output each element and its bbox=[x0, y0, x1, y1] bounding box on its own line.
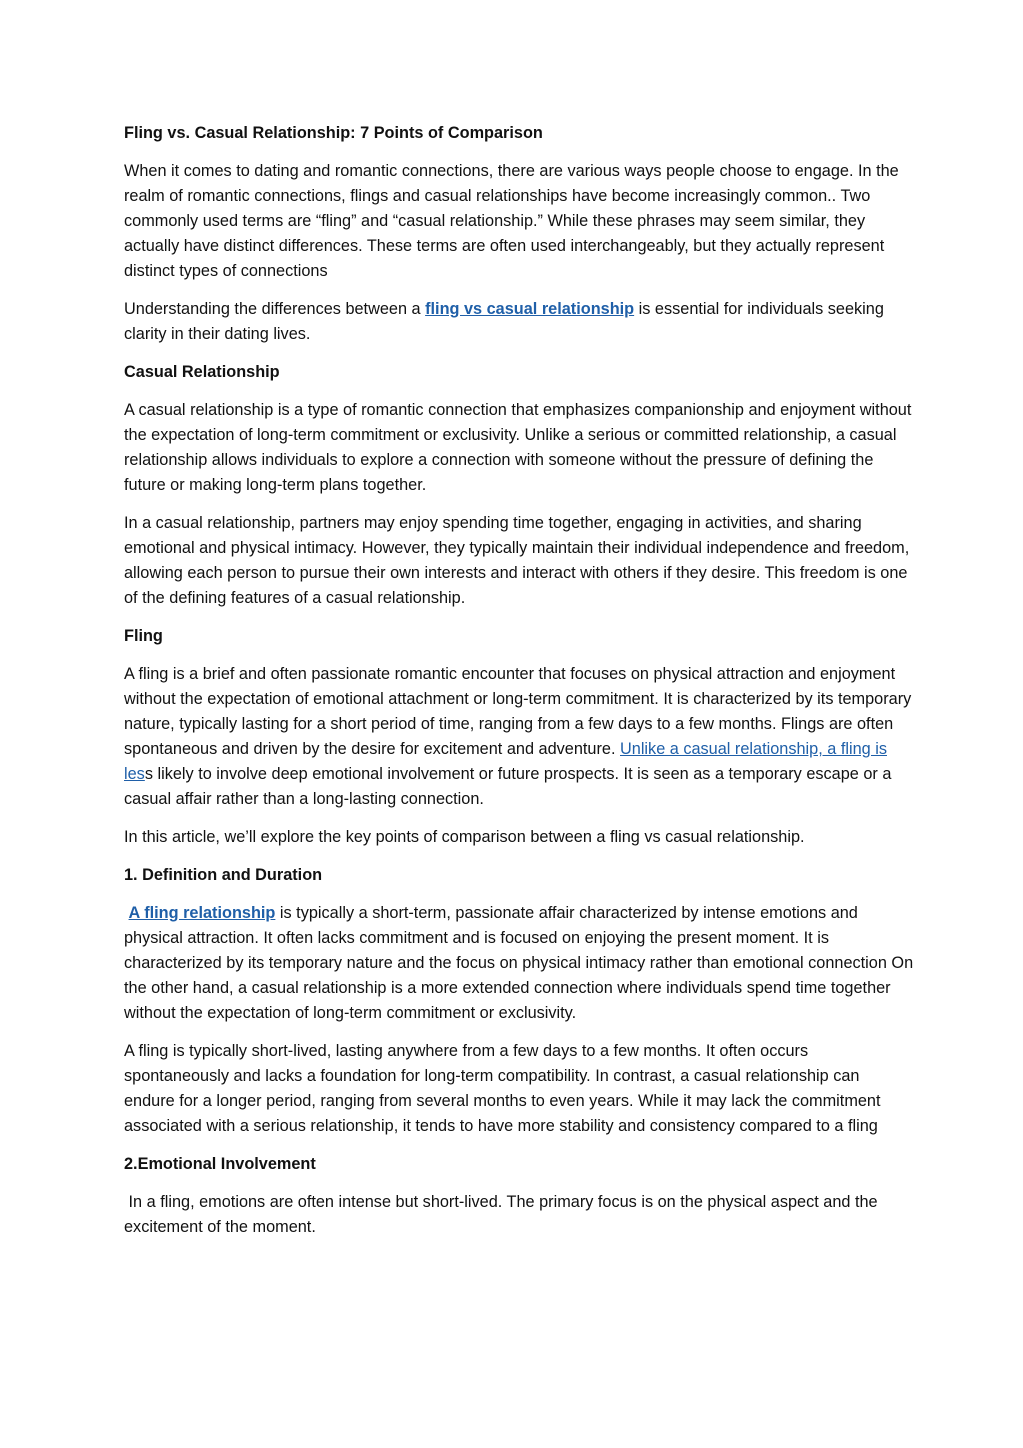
document-page bbox=[124, 121, 914, 1253]
fling-heading: Fling bbox=[124, 627, 163, 645]
fling-vs-casual-link[interactable]: fling vs casual relationship bbox=[425, 300, 635, 318]
fling-text-before: A fling is a brief and often passionate romantic encounter that focuses on physical attraction and enjoyment without the expectation of emotional attachment or long-term commitment. It is characterized by its temporary nature, typically lasting for a short period of time, ranging from a few days to a few months. Flings are often spontaneous and driven by the desire for excitement and adventure. bbox=[124, 665, 912, 758]
section-1-heading: 1. Definition and Duration bbox=[124, 866, 323, 884]
casual-paragraph-1: A casual relationship is a type of romantic connection that emphasizes companionship and enjoyment without the expectation of long-term commitment or exclusivity. Unlike a serious or committed relationship, a casual relationship allows individuals to explore a connection with someone without the pressure of defining the future or making long-term plans together. bbox=[124, 401, 912, 494]
section-2-heading: 2.Emotional Involvement bbox=[124, 1155, 316, 1173]
casual-relationship-heading: Casual Relationship bbox=[124, 363, 280, 381]
casual-paragraph-2: In a casual relationship, partners may enjoy spending time together, engaging in activities, and sharing emotional and physical intimacy. However, they typically maintain their individual independence and freedom, allowing each person to pursue their own interests and interact with others if they desire. This freedom is one of the defining features of a casual relationship. bbox=[124, 514, 910, 607]
fling-paragraph bbox=[124, 662, 914, 812]
article-intro-paragraph: In this article, we’ll explore the key points of comparison between a fling vs casual relationship. bbox=[124, 828, 805, 846]
document-title: Fling vs. Casual Relationship: 7 Points of Comparison bbox=[124, 124, 543, 142]
understanding-text-before: Understanding the differences between a bbox=[124, 300, 426, 318]
understanding-paragraph bbox=[124, 297, 914, 347]
understanding-text-after: is essential for individuals seeking clarity in their dating lives. bbox=[124, 300, 884, 343]
fling-relationship-link[interactable]: A fling relationship bbox=[128, 904, 276, 922]
section-1-paragraph-1 bbox=[124, 901, 914, 1026]
fling-text-after: s likely to involve deep emotional involvement or future prospects. It is seen as a temporary escape or a casual affair rather than a long-lasting connection. bbox=[124, 765, 892, 808]
section-1-text-after: is typically a short-term, passionate affair characterized by intense emotions and physical attraction. It often lacks commitment and is focused on enjoying the present moment. It is characterized by its temporary nature and the focus on physical intimacy rather than emotional connection On the other hand, a casual relationship is a more extended connection where individuals spend time together without the expectation of long-term commitment or exclusivity. bbox=[124, 904, 914, 1022]
section-1-paragraph-2: A fling is typically short-lived, lasting anywhere from a few days to a few months. It often occurs spontaneously and lacks a foundation for long-term compatibility. In contrast, a casual relationship can endure for a longer period, ranging from several months to even years. While it may lack the commitment associated with a serious relationship, it tends to have more stability and consistency compared to a fling bbox=[124, 1042, 881, 1135]
intro-paragraph: When it comes to dating and romantic connections, there are various ways people choose to engage. In the realm of romantic connections, flings and casual relationships have become increasingly common.. Two commonly used terms are “fling” and “casual relationship.” While these phrases may seem similar, they actually have distinct differences. These terms are often used interchangeably, but they actually represent distinct types of connections bbox=[124, 162, 899, 280]
section-2-paragraph-1: In a fling, emotions are often intense but short-lived. The primary focus is on the physical aspect and the excitement of the moment. bbox=[124, 1193, 883, 1236]
unlike-casual-link[interactable]: Unlike a casual relationship, a fling is les bbox=[124, 740, 887, 783]
